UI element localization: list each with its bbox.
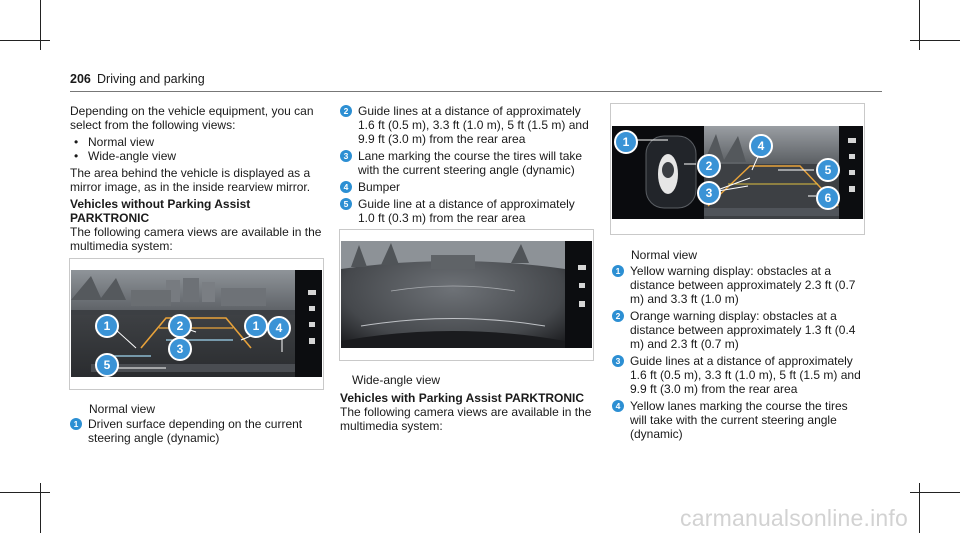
figure-callout: 1 <box>95 314 119 338</box>
item-number: 1 <box>70 418 82 430</box>
header-rule <box>70 91 882 92</box>
item-number: 5 <box>340 198 352 210</box>
left-column <box>70 104 330 256</box>
item-number: 2 <box>612 310 624 322</box>
figure-caption: Wide-angle view <box>352 373 441 387</box>
item-text: Guide lines at a distance of approximately 1.6 ft (0.5 m), 3.3 ft (1.0 m), 5 ft (1.5 m) and 9.9 ft (3.0 m) from the rear area <box>630 354 861 396</box>
item-number: 4 <box>612 400 624 412</box>
section-title: Driving and parking <box>97 72 205 86</box>
list-item <box>612 264 862 306</box>
item-text: Driven surface depending on the current steering angle (dynamic) <box>88 417 303 445</box>
list-item <box>340 149 592 177</box>
item-text: Yellow warning display: obstacles at a distance between approximately 2.3 ft (0.7 m) and 3.3 ft (1.0 m) <box>630 264 856 306</box>
figure-callout: 4 <box>749 134 773 158</box>
item-number: 3 <box>612 355 624 367</box>
figure-callout: 3 <box>168 337 192 361</box>
heading-text: The following camera views are available in the multimedia system: <box>340 405 592 433</box>
list-item <box>612 309 862 351</box>
figure-caption: Normal view <box>89 402 156 416</box>
figure-callout: 1 <box>244 314 268 338</box>
list-item <box>612 399 862 441</box>
figure-parktronic-normal-view <box>610 103 865 235</box>
item-text: Orange warning display: obstacles at a distance between approximately 1.3 ft (0.4 m) and 2.3 ft (0.7 m) <box>630 309 856 351</box>
middle-column <box>340 104 592 225</box>
camera-screen <box>612 126 863 219</box>
item-number: 2 <box>340 105 352 117</box>
item-number: 4 <box>340 181 352 193</box>
item-text: Yellow lanes marking the course the tires will take with the current steering angle (dynamic) <box>630 399 848 441</box>
figure-callout: 6 <box>816 186 840 210</box>
heading-without-parktronic: Vehicles without Parking Assist PARKTRONIC <box>70 197 251 225</box>
heading-with-parktronic: Vehicles with Parking Assist PARKTRONIC <box>340 391 585 405</box>
heading-text: The following camera views are available in the multimedia system: <box>70 225 322 253</box>
figure-callout: 5 <box>95 353 119 377</box>
figure-callout: 3 <box>697 181 721 205</box>
list-item <box>612 354 862 396</box>
figure-callout: 2 <box>697 154 721 178</box>
item-text: Guide lines at a distance of approximately 1.6 ft (0.5 m), 3.3 ft (1.0 m), 5 ft (1.5 m) and 9.9 ft (3.0 m) from the rear area <box>358 104 589 146</box>
watermark: carmanualsonline.info <box>680 505 908 531</box>
camera-screen <box>71 270 322 377</box>
view-item: • Normal view <box>70 135 330 149</box>
figure-callout: 2 <box>168 314 192 338</box>
figure-callout: 4 <box>267 316 291 340</box>
item-text: Lane marking the course the tires will take with the current steering angle (dynamic) <box>358 149 583 177</box>
figure-caption: Normal view <box>631 248 698 262</box>
list-item <box>340 197 592 225</box>
list-item <box>340 104 592 146</box>
right-items <box>612 264 862 441</box>
figure-normal-view <box>69 258 324 390</box>
camera-screen <box>341 241 592 348</box>
item-number: 1 <box>612 265 624 277</box>
item-number: 3 <box>340 150 352 162</box>
mirror-text: The area behind the vehicle is displayed as a mirror image, as in the inside rearview mirror. <box>70 166 311 194</box>
list-item <box>70 417 320 445</box>
list-item <box>340 180 592 194</box>
item-text: Guide line at a distance of approximately 1.0 ft (0.3 m) from the rear area <box>358 197 575 225</box>
figure-wide-angle-view <box>339 229 594 361</box>
item-text: Bumper <box>358 180 401 194</box>
intro-text: Depending on the vehicle equipment, you can select from the following views: <box>70 104 314 132</box>
camera-image <box>341 241 592 348</box>
view-item: • Wide-angle view <box>70 149 330 163</box>
figure-callout: 5 <box>816 158 840 182</box>
figure-callout: 1 <box>614 130 638 154</box>
left-items <box>70 417 320 445</box>
middle-bottom <box>340 391 592 436</box>
page-number: 206 <box>70 72 91 86</box>
